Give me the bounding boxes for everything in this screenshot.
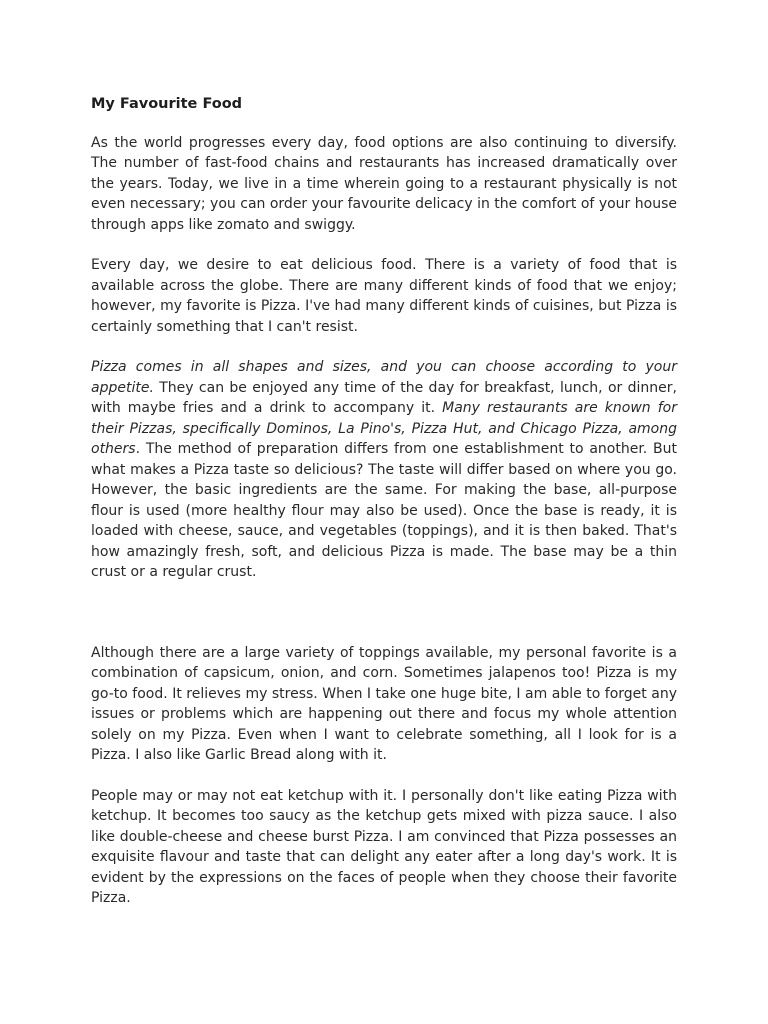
- paragraph-3: [91, 357, 677, 583]
- paragraph-3-italic-1: Pizza comes in all shapes and sizes, and you can choose according to your appetite.: [91, 359, 677, 396]
- document-body: [91, 94, 677, 909]
- paragraph-2: Every day, we desire to eat delicious food. There is a variety of food that is available across the globe. There are many different kinds of food that we enjoy; however, my favorite is Pizza. I've had many different kinds of cuisines, but Pizza is certainly something that I can't resist.: [91, 257, 677, 335]
- paragraph-3-text-1: They can be enjoyed any time of the day for breakfast, lunch, or dinner, with maybe fries and a drink to accompany it.: [91, 379, 677, 416]
- paragraph-3-text-2: . The method of preparation differs from one establishment to another. But what makes a Pizza taste so delicious? The taste will differ based on where you go. However, the basic ingredients are the same. For making the base, all-purpose flour is used (more healthy flour may also be used). Once the base is ready, it is loaded with cheese, sauce, and vegetables (toppings), and it is then baked. That's how amazingly fresh, soft, and delicious Pizza is made. The base may be a thin crust or a regular crust.: [91, 441, 677, 580]
- paragraph-5: People may or may not eat ketchup with it. I personally don't like eating Pizza with ketchup. It becomes too saucy as the ketchup gets mixed with pizza sauce. I also like double-cheese and cheese burst Pizza. I am convinced that Pizza possesses an exquisite flavour and taste that can delight any eater after a long day's work. It is evident by the expressions on the faces of people when they choose their favorite Pizza.: [91, 787, 677, 906]
- paragraph-3-italic-2: Many restaurants are known for their Pizzas, specifically Dominos, La Pino's, Pizza Hut, and Chicago Pizza, among others: [91, 400, 677, 457]
- paragraph-4: Although there are a large variety of toppings available, my personal favorite is a combination of capsicum, onion, and corn. Sometimes jalapenos too! Pizza is my go-to food. It relieves my stress. When I take one huge bite, I am able to forget any issues or problems which are happening out there and focus my whole attention solely on my Pizza. Even when I want to celebrate something, all I look for is a Pizza. I also like Garlic Bread along with it.: [91, 644, 677, 763]
- paragraph-1: As the world progresses every day, food options are also continuing to diversify. The number of fast-food chains and restaurants has increased dramatically over the years. Today, we live in a time wherein going to a restaurant physically is not even necessary; you can order your favourite delicacy in the comfort of your house through apps like zomato and swiggy.: [91, 134, 677, 233]
- document-title: My Favourite Food: [91, 96, 243, 112]
